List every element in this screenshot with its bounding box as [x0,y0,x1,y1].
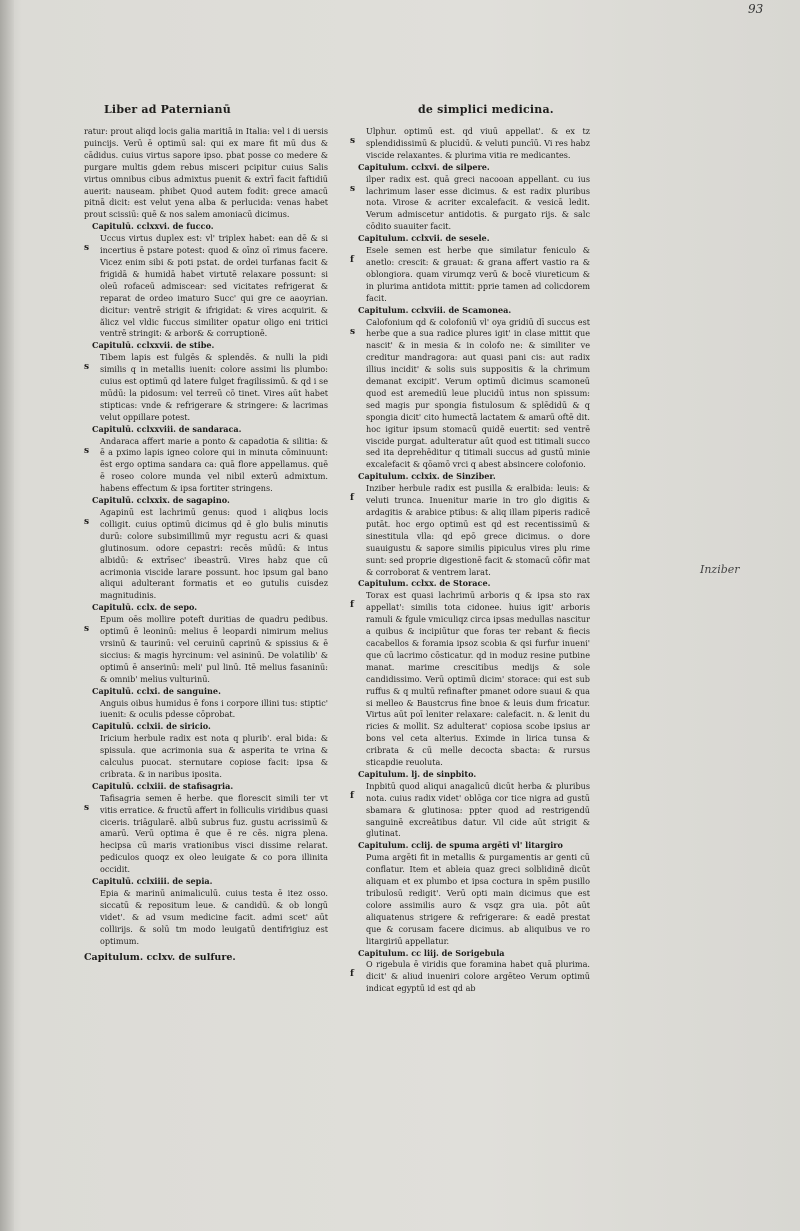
text-paragraph [350,174,590,234]
paragraph-text: ilper radix est. quā greci nacooan appellant. cu ius lachrimum laser esse dicimus. & est radix pluribus nota. Virose & acriter excalefacit. & vesicā ledit. Verum admiscetur antidotis. & purgato rijs. & salc cōdito suauiter facit. [366,173,590,232]
chapter-heading: Capitulum. cclxvi. de silpere. [358,161,490,172]
chapter-heading: Capitulū. cclxxvii. de stibe. [92,340,215,351]
text-paragraph [350,781,590,841]
margin-gloss: s [350,183,356,194]
margin-gloss: s [84,624,90,635]
folio-number: 93 [748,2,764,16]
margin-gloss: s [84,802,90,813]
chapter-heading: Capitulū. cclxxvi. de fucco. [92,221,214,232]
margin-gloss: s [84,362,90,373]
text-paragraph [84,733,328,781]
chapter-heading: Capitulum. cclij. de spuma argēti vl' litargiro [358,840,563,851]
left-text-column [84,126,328,963]
margin-gloss: s [84,445,90,456]
paragraph-text: Inziber herbule radix est pusilla & eralbida: leuis: & veluti trunca. Inuenitur marie in tro glo digitis & ardagitis & arabice ptibus: & aliq illam piperis radicē putāt. hoc ergo optimū est qd est recentissimū & sinestitula vlla: qd epō grece dicimus. o dore suauigustu & sapore similis pipiculus vires plu rime sunt: sed proprie digestionē facit & stomacū cōfir mat & corroborat & ventrem larat. [366,483,590,577]
paragraph-text: Inpbitū quod aliqui anagalicū dicūt herba & pluribus nota. cuius radix videt' oblōga cor tice nigra ad gustū sbamara & glutinosa: ppter quod ad restrigendū sanguinē excreātibus datur. Vil cide aūt strigit & glutinat. [366,780,590,839]
marginal-annotation: Inziber [700,563,740,576]
text-paragraph [84,698,328,722]
text-paragraph [84,233,328,340]
running-header-right: de simplici medicina. [418,103,554,116]
text-paragraph [350,852,590,947]
text-paragraph [350,126,590,162]
text-paragraph [84,436,328,496]
paragraph-text: ratur: prout aliqd locis galia maritiā in Italia: vel i di uersis puincijs. Verū ē optimū sal: qui ex mare fit mū dus & cādidus. cuius virtus sapore ipso. pbat posse co medere & purgare multis gdem rebus misceri pcipitur cuius Salis virtus omnibus cibus admixtus puenit & extrī facit faftidiū auerit: nauseam. phibet Quod autem fodit: grece amacū pitnā dicit: est velut yena alba & perlucida: venas habet prout scissiū: quē & nos salem amoniacū dicimus. [84,126,328,220]
chapter-heading: Capitulum. cclxx. de Storace. [358,578,491,589]
text-paragraph [350,483,590,578]
margin-gloss: f [350,790,354,801]
chapter-heading: Capitulum. lj. de sinpbito. [358,768,477,779]
paragraph-text: Torax est quasi lachrimū arboris q & ipsa sto rax appellat': similis tota cidonee. huius igit' arboris ramuli & fgule vmiculiqz circa ipsas medullas nascitur a quibus & incipiūtur que foras ter rebant & fiecis cacabellos & foramia ipsoz scobia & qsi furfur inueni' que cū lacrimo cōsticatur. qd in moduz resine putbine manat. marime crescitibus medijs & sole candidissimo. Verū optimū dicim' storace: qui est sub ruffus & q multū refinafter pmanet odore suaui & qua si melleo & Baustcrus fine bnoe & leuis dum fricatur. Virtus aūt poī leniter relaxare: calefacit. n. & lenit du ricies & mollit. Sz adulterat' copiosa scobe ipsius ar bons vel ceta alterius. Eximde in lirica tunsa & cribrata & cū melle decocta sbacta: & rursus sticapdie reuoluta. [366,590,590,768]
paragraph-text: Epum oēs mollire poteft duritias de quadru pedibus. optimū ē leoninū: melius ē leopardi nimirum melius vrsinū & taurinū: vel ceruinū caprinū & spissius & ē siccius: & magis hyrcinum: vel asininū. De volatilib' & optimū ē anserinū: meli' pul linū. Itē melius fasaninū: & omnib' melius vulturinū. [100,614,328,684]
paragraph-text: Agapinū est lachrimū genus: quod i aliqbus locis colligit. cuius optimū dicimus qd ē glo bulis minutis durū: colore subsimillimū myr regustu acri & quasi glutinosum. odore cepastri: recēs mūdū: & intus albidū: & extrīsec' ibeastrū. Vires habz que cū acrimonia viscide larare possunt. hoc ipsum gal bano aliqui adulterant formatis et eo gutulis cuisdez magnitudinis. [100,507,328,601]
text-paragraph [84,126,328,221]
margin-gloss: f [350,600,354,611]
paragraph-text: Puma argēti fit in metallis & purgamentis ar genti cū conflatur. Item et ableia quaz greci solblidinē dicūt aliquam et ex plumbo et ipsa coctura in spēm pusillo tribulosū redigit'. Verū opti main dicimus que est colore assimilis auro & vsqz gra uia. pōt aūt aliquatenus strigere & refrigerare: & eadē prestat que & corusam facere dicimus. ab aliquibus ve ro litargiriū appellatur. [366,852,590,946]
text-paragraph [350,317,590,472]
paragraph-text: Andaraca affert marie a ponto & capadotia & silitia: & ē a pximo lapis igneo colore qui in minuta cōminuunt: ēst ergo optima sandara ca: quā flore appellamus. quē ē roseo colore munda vel nibil exterū admixtum. habens effectum & ipsa fortiter stringens. [100,435,328,494]
text-paragraph [84,793,328,876]
chapter-heading: Capitulū. cclxiii. de stafisagria. [92,780,234,791]
paragraph-text: Iricium herbule radix est nota q plurib'. eral bida: & spissula. que acrimonia sua & asperita te vrina & calculus puocat. sternutare copiose facit: ipsa & cribrata. & in naribus iposita. [100,733,328,779]
running-header-left: Liber ad Paternianū [104,103,231,116]
paragraph-text: Uccus virtus duplex est: vl' triplex habet: ean dē & si incertius ē pstare potest: quod & oīnz oī rimus facere. Vicez enim sibi & poti pstat. de ordei turfanas facit & frigidā & humidā habet virtutē relaxare possunt: si oleū rofaceū admiscear: sed vicitates refrigerat & reparat de ordeo imaturo Succ' qui gre ce aaoyrian. dicitur: ventrē strigit & ifrigidat: & vires acquirit. & ălicz vel vldic fuccus similiter opatur oligo eni tritici ventrē stringit: & arbor& & corruptionē. [100,233,328,339]
margin-gloss: s [84,517,90,527]
margin-gloss: f [350,255,354,266]
margin-gloss: s [350,326,356,337]
paragraph-text: Ulphur. optimū est. qd viuū appellat'. & ex tz splendidissimū & plucidū. & veluti puncīū. Vi res habz viscide relaxantes. & plurima vitia re medicantes. [366,126,590,160]
text-paragraph [84,614,328,685]
paragraph-text: Esele semen est herbe que similatur feniculo & anetlo: crescit: & grauat: & grana affert vastio ra & oblongiora. quam virumqz verū & bocē viureticum & in plurima antidota mittit: pprie tamen ad colicdorem facit. [366,245,590,303]
chapter-heading: Capitulum. cclxvii. de sesele. [358,233,490,244]
paragraph-text: O rigebula ē viridis que foramina habet quā plurima. dicit' & aliud inueniri colore argēteo Verum optimū indicat egyptū id est qd ab [366,959,590,994]
text-paragraph [84,352,328,423]
chapter-heading: Capitulū. cclxiiii. de sepia. [92,876,213,887]
margin-gloss: s [350,136,356,146]
chapter-heading: Capitulum. cclxix. de Sinziber. [358,471,496,482]
margin-gloss: f [350,493,354,504]
chapter-heading: Capitulū. cclxii. de siricio. [92,721,211,732]
text-paragraph [350,245,590,305]
text-paragraph [84,888,328,948]
chapter-heading: Capitulum. cclxviii. de Scamonea. [358,304,512,315]
margin-gloss: s [84,243,90,254]
text-paragraph [84,507,328,602]
margin-gloss: f [350,969,354,980]
chapter-heading: Capitulū. cclxxix. de sagapino. [92,495,230,506]
paragraph-text: Tibem lapis est fulgēs & splendēs. & nulli la pidi similis q in metallis iuenit: colore assimi lis plumbo: cuius est optimū qd latere fulget fragilissimū. & qd i se mūdū: la pidosum: vel terreū cō tinet. Vires aūt habet stipticas: vnde & refrigerare & stringere: & lacrimas velut oppillare potest. [100,352,328,422]
paragraph-text: Anguis oibus humidus ē fons i corpore illini tus: stiptic' iuenit: & oculis pdesse cōprobat. [100,697,328,720]
chapter-heading: Capitulū. cclxi. de sanguine. [92,685,221,696]
paragraph-text: Calofonium qd & colofoniū vl' oya gridiū dī succus est herbe que a sua radice plures igit' in clase mittit que nascit' & in mesia & in colofo ne: & similiter ve creditur mandragora: aut quasi pani cis: aut radix illius incidit' & solis suis suppositis & la chrimum demanat excipit'. Verum optimū dicimus scamoneū quod est aremediū leue plucidū intus non spissum: sed magis pur spongia fistulosum & splēdidū & q spongia dicit' cito humectā lactatem & amarū oftē dit. hoc igitur ipsum stomacū quidē euertit: sed ventrē viscide purgat. adulteratur aūt quod est titimali succo sed ita deprehēditur q titimali succus ad gustū minie excalefacit & qōamō vrci q abest absincere colofonio. [366,316,590,470]
right-text-column [350,126,590,995]
chapter-heading: Capitulum. cclxv. de sulfure. [84,951,236,963]
paragraph-text: Tafisagria semen ē herbe. que florescit simili ter vt vitis erratice. & fructū affert in folliculis viridibus quasi ciceris. triāgularē. albū subrus fuz. gustu acrissimū & amarū. Verū optima ē que ē re cēs. nigra plena. hecipsa cū maris vrationibus visci dissime relarat. pediculos quoqz ex oleo leuigate & co pora illinita occidit. [100,792,329,875]
binding-gutter [0,0,14,1231]
chapter-heading: Capitulū. cclx. de sepo. [92,602,198,613]
chapter-heading: Capitulum. cc liij. de Sorigebula [358,947,505,958]
chapter-heading: Capitulū. cclxxviii. de sandaraca. [92,423,242,434]
text-paragraph [350,959,590,995]
paragraph-text: Epia & marinū animaliculū. cuius testa ē itez osso. siccatū & repositum leue. & candidū. & ob longū videt'. & ad vsum medicine facit. admi scet' aūt collirijs. & solū tm modo leuigatū dentifrigiuz est optimum. [100,888,328,946]
text-paragraph [350,590,590,769]
